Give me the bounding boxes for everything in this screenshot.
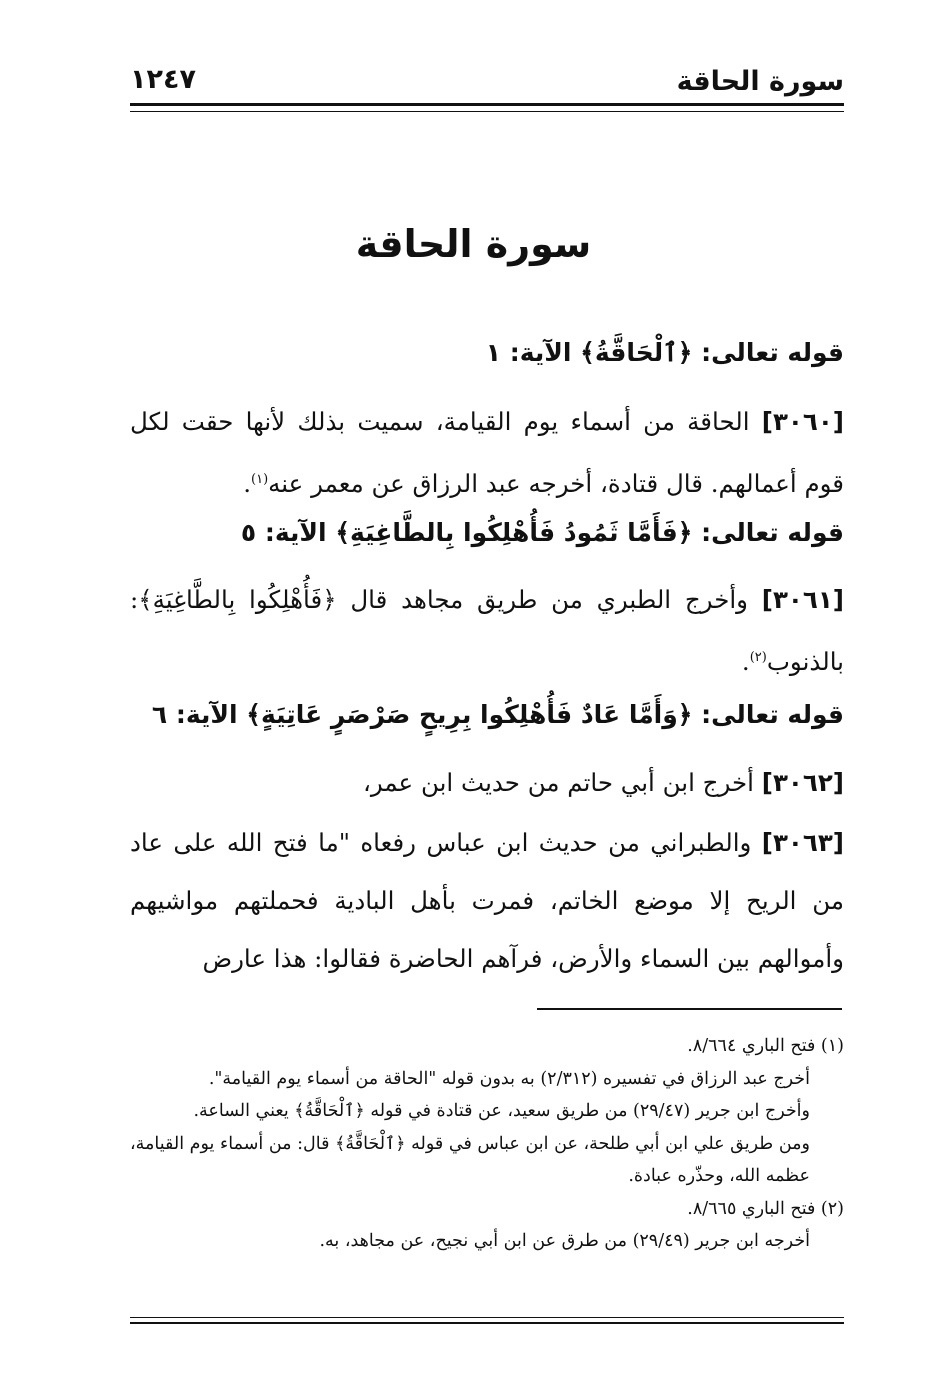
footnote-2: (٢) فتح الباري ٨/٦٦٥.: [687, 1198, 844, 1219]
section-heading-1: قوله تعالى: ﴿ٱلْحَاقَّةُ﴾ الآية: ١: [485, 338, 844, 367]
entry-text: الحاقة من أسماء يوم القيامة، سميت بذلك لأنها حقت لكل قوم أعمالهم. قال قتادة، أخرجه عبد الرزاق عن معمر عنه: [130, 407, 844, 499]
footnote-ref-2: (٢): [749, 650, 767, 665]
paragraph-3061: [130, 571, 844, 691]
section-heading-2: قوله تعالى: ﴿فَأَمَّا ثَمُودُ فَأُهْلِكُوا بِالطَّاغِيَةِ﴾ الآية: ٥: [240, 518, 844, 547]
entry-text: أخرج ابن أبي حاتم من حديث ابن عمر،: [362, 768, 762, 797]
footnote-1: (١) فتح الباري ٨/٦٦٤.: [687, 1036, 844, 1056]
paragraph-3062: [130, 754, 844, 812]
entry-end: .: [243, 469, 252, 499]
entry-number: [٣٠٦٢]: [761, 768, 844, 797]
entry-number: [٣٠٦٣]: [761, 828, 844, 857]
footnote-1-line: ومن طريق علي ابن أبي طلحة، عن ابن عباس في قوله ﴿ٱلْحَاقَّةُ﴾ قال: من أسماء يوم القيامة، عظمه الله، وحذّره عبادة.: [130, 1133, 810, 1186]
page-number: ١٢٤٧: [130, 64, 196, 95]
entry-text: وأخرج الطبري من طريق مجاهد قال ﴿فَأُهْلِكُوا بِالطَّاغِيَةِ﴾: بالذنوب: [130, 585, 844, 677]
paragraph-3060: [130, 393, 844, 513]
entry-number: [٣٠٦١]: [761, 585, 844, 614]
header-rule: [130, 103, 844, 112]
entry-text: والطبراني من حديث ابن عباس رفعاه "ما فتح الله على عاد من الريح إلا موضع الخاتم، فمرت بأهل البادية فحملتهم مواشيهم وأموالهم بين السماء والأرض، فرآهم الحاضرة فقالوا: هذا عارض: [130, 828, 844, 973]
footnote-separator: [537, 1008, 842, 1010]
footnote-1-line: وأخرج ابن جرير (٢٩/٤٧) من طريق سعيد، عن قتادة في قوله ﴿ٱلْحَاقَّةُ﴾ يعني الساعة.: [193, 1101, 810, 1121]
footnotes: [130, 1030, 844, 1258]
section-heading-3: قوله تعالى: ﴿وَأَمَّا عَادٌ فَأُهْلِكُوا بِرِيحٍ صَرْصَرٍ عَاتِيَةٍ﴾ الآية: ٦: [151, 700, 844, 729]
entry-end: .: [741, 647, 750, 677]
paragraph-3063: [130, 814, 844, 988]
page-header: [130, 58, 844, 98]
entry-number: [٣٠٦٠]: [761, 407, 844, 436]
footnote-2-line: أخرجه ابن جرير (٢٩/٤٩) من طرق عن ابن أبي نجيح، عن مجاهد، به.: [319, 1231, 810, 1251]
footnote-1-line: أخرج عبد الرزاق في تفسيره (٢/٣١٢) به بدون قوله "الحاقة من أسماء يوم القيامة".: [208, 1068, 810, 1089]
footnote-ref-1: (١): [251, 472, 269, 487]
surah-title: سورة الحاقة: [355, 222, 592, 266]
running-title: سورة الحاقة: [676, 66, 844, 97]
bottom-rule: [130, 1317, 844, 1324]
